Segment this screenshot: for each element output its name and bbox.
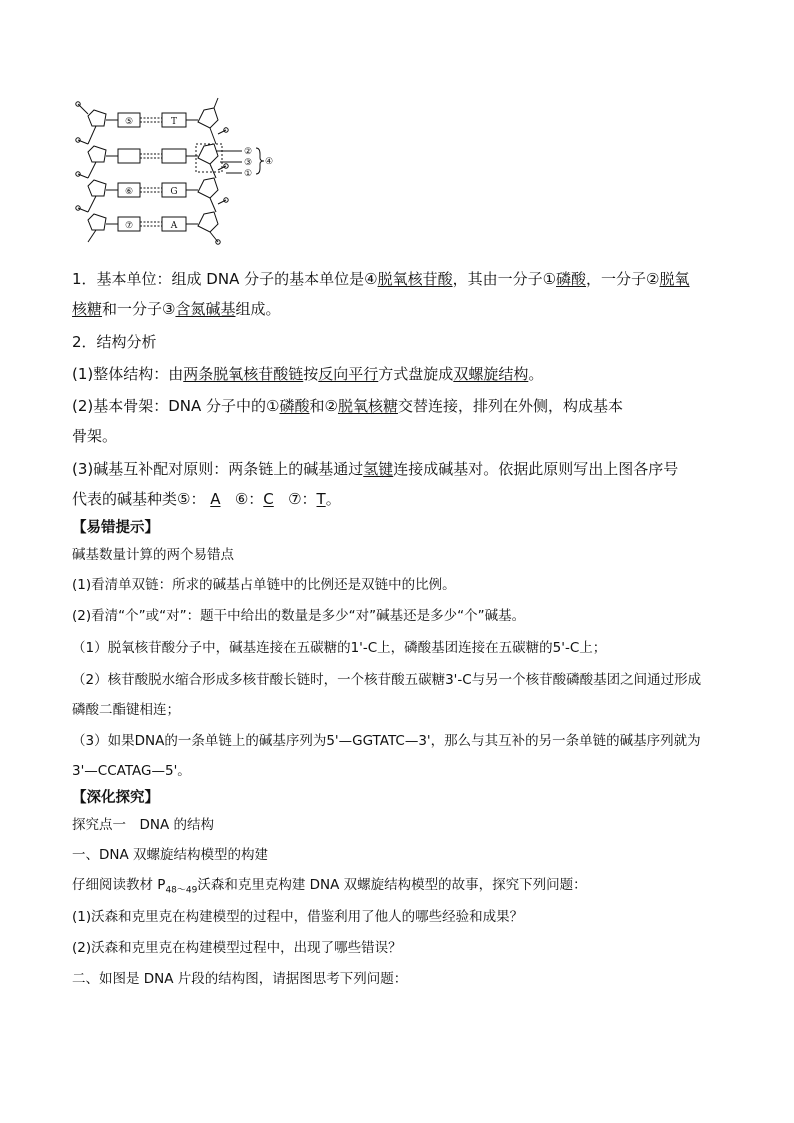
annotation-1: ① (244, 169, 253, 179)
tip-line-7: （3）如果DNA的一条单链上的碱基序列为5'—GGTATC—3'，那么与其互补的另一条单链的碱基序列就为 (72, 733, 701, 749)
tip-line-1: 碱基数量计算的两个易错点 (72, 547, 234, 563)
text: 代表的碱基种类⑤： (72, 490, 206, 508)
dna-diagram-svg (66, 96, 286, 246)
reading-instruction (72, 873, 732, 896)
text: 。 (528, 365, 544, 383)
text: ，其由一分子① (452, 270, 557, 288)
base-pairing-line-1 (72, 458, 732, 479)
basic-unit-line-1 (72, 268, 732, 289)
dna-structure-diagram (66, 96, 286, 246)
answer-blank: 核糖 (72, 300, 103, 318)
text: (3)碱基互补配对原则：两条链上的碱基通过 (72, 460, 364, 478)
base-pairing-line-2 (72, 488, 732, 509)
answer-blank: 脱氧核糖 (337, 397, 398, 415)
text: 和一分子③ (102, 300, 176, 318)
structure-analysis-title: 2．结构分析 (72, 333, 157, 351)
tip-line-2: (1)看清单双链：所求的碱基占单链中的比例还是双链中的比例。 (72, 577, 456, 593)
answer-blank: 脱氧 (659, 270, 690, 288)
annotation-4: ④ (265, 157, 274, 167)
answer-blank: A (210, 490, 221, 508)
base-label-t: T (170, 117, 178, 127)
box-label-5: ⑤ (124, 117, 134, 127)
text: ，一分子② (586, 270, 660, 288)
tip-line-4: （1）脱氧核苷酸分子中，碱基连接在五碳糖的1'-C上，磷酸基团连接在五碳糖的5'-C上； (72, 640, 607, 656)
box-label-7: ⑦ (124, 221, 134, 231)
text: ⑥： (234, 490, 264, 508)
tip-line-6: 磷酸二酯键相连； (72, 702, 180, 718)
basic-unit-line-2 (72, 298, 732, 319)
page-range: 48～49 (165, 885, 198, 896)
question-1: (1)沃森和克里克在构建模型的过程中，借鉴利用了他人的哪些经验和成果？ (72, 909, 524, 925)
section-title-2: 二、如图是 DNA 片段的结构图，请据图思考下列问题： (72, 971, 408, 987)
text: 。 (325, 490, 341, 508)
text: 方式盘旋成 (378, 365, 454, 383)
base-label-a: A (170, 221, 178, 231)
answer-blank: 两条脱氧核苷酸链 (183, 365, 304, 383)
answer-blank: 磷酸 (279, 397, 310, 415)
tip-line-8: 3'—CCATAG—5'。 (72, 763, 191, 779)
text: (1)整体结构：由 (72, 365, 184, 383)
annotation-2: ② (244, 147, 253, 157)
text: 连接成碱基对。依据此原则写出上图各序号 (393, 460, 679, 478)
text: ⑦： (288, 490, 317, 508)
text: 和② (309, 397, 338, 415)
answer-blank: 氢键 (363, 460, 394, 478)
text: 组成。 (235, 300, 281, 318)
explore-point-1: 探究点一 DNA 的结构 (72, 817, 215, 833)
answer-blank: 双螺旋结构 (453, 365, 529, 383)
section-title-1: 一、DNA 双螺旋结构模型的构建 (72, 847, 269, 863)
backbone-line-2: 骨架。 (72, 427, 118, 445)
text: 按 (303, 365, 319, 383)
text: 1．基本单位：组成 DNA 分子的基本单位是④ (72, 270, 378, 288)
answer-blank: T (316, 490, 326, 508)
answer-blank: C (263, 490, 274, 508)
base-label-g: G (170, 187, 178, 197)
overall-structure-line (72, 363, 732, 384)
backbone-line-1 (72, 395, 732, 416)
deep-heading: 【深化探究】 (72, 790, 159, 806)
text: 沃森和克里克构建 DNA 双螺旋结构模型的故事，探究下列问题： (197, 877, 587, 893)
tip-heading: 【易错提示】 (72, 520, 159, 536)
answer-blank: 脱氧核苷酸 (377, 270, 453, 288)
tip-line-3: (2)看清“个”或“对”：题干中给出的数量是多少“对”碱基还是多少“个”碱基。 (72, 608, 526, 624)
annotation-3: ③ (244, 158, 253, 168)
answer-blank: 含氮碱基 (175, 300, 236, 318)
box-label-6: ⑥ (124, 187, 134, 197)
text: (2)基本骨架：DNA 分子中的① (72, 397, 280, 415)
tip-line-5: （2）核苷酸脱水缩合形成多核苷酸长链时，一个核苷酸五碳糖3'-C与另一个核苷酸磷酸基团之间通过形成 (72, 672, 702, 688)
text: 交替连接，排列在外侧，构成基本 (397, 397, 623, 415)
answer-blank: 反向平行 (318, 365, 379, 383)
question-2: (2)沃森和克里克在构建模型过程中，出现了哪些错误？ (72, 940, 402, 956)
answer-blank: 磷酸 (556, 270, 587, 288)
text: 仔细阅读教材 P (72, 877, 166, 893)
